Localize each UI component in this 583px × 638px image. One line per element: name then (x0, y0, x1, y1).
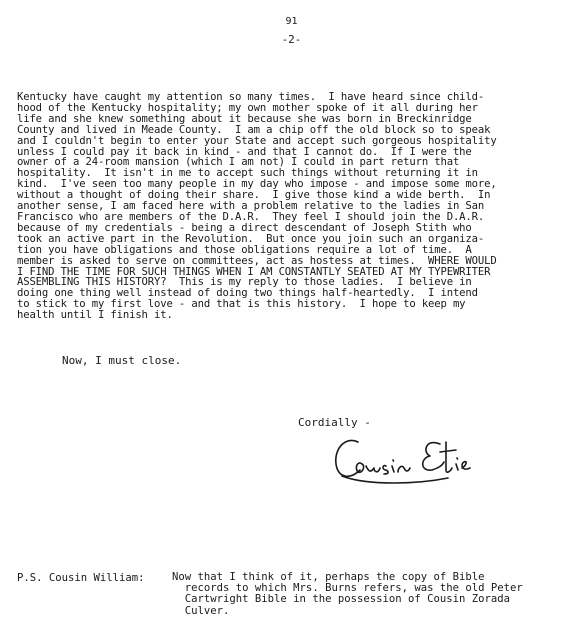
closing-line: Now, I must close. (62, 354, 182, 367)
body-line: hospitality. It isn't in me to accept such things without returning it in (17, 167, 478, 180)
body-line: I FIND THE TIME FOR SUCH THINGS WHEN I AM CONSTANTLY SEATED AT MY TYPEWRITER (17, 265, 491, 278)
body-line: to stick to my first love - and that is this history. I hope to keep my (17, 298, 466, 311)
body-line: without a thought of doing their share. I give those kind a wide berth. In (17, 189, 491, 202)
body-line: hood of the Kentucky hospitality; my own mother spoke of it all during her (17, 101, 478, 114)
body-line: doing one thing well instead of doing two things half-heartedly. I intend (17, 287, 478, 300)
ps-line: Cartwright Bible in the possession of Cousin Zorada (172, 593, 511, 606)
handwritten-signature (328, 430, 478, 488)
postscript-label: P.S. Cousin William: (17, 572, 145, 584)
body-line: health until I finish it. (17, 309, 173, 322)
body-line: another sense, I am faced here with a problem relative to the ladies in San (17, 200, 485, 213)
body-line: member is asked to serve on committees, act as hostess at times. WHERE WOULD (17, 254, 497, 267)
ps-line: Now that I think of it, perhaps the copy of Bible (172, 571, 485, 583)
body-line: County and lived in Meade County. I am a chip off the old block so to speak (17, 123, 491, 136)
page-number: 91 (285, 16, 298, 27)
body-line: and I couldn't begin to enter your State and accept such gorgeous hospitality (17, 134, 497, 147)
valediction: Cordially - (298, 416, 371, 429)
ps-line: Culver. (172, 604, 230, 617)
letter-body (17, 92, 579, 321)
body-line: unless I could pay it back in kind - and that I cannot do. If I were the (17, 145, 472, 158)
body-line: Francisco who are members of the D.A.R. They feel I should join the D.A.R. (17, 210, 485, 223)
body-line: took an active part in the Revolution. But once you join such an organiza- (17, 232, 485, 245)
body-line: tion you have obligations and those obligations require a lot of time. A (17, 243, 472, 256)
body-line: ASSEMBLING THIS HISTORY? This is my reply to those ladies. I believe in (17, 276, 472, 289)
ps-line: records to which Mrs. Burns refers, was the old Peter (172, 582, 523, 595)
postscript-text (172, 572, 572, 617)
body-line: because of my credentials - being a direct descendant of Joseph Stith who (17, 221, 472, 234)
body-line: kind. I've seen too many people in my day who impose - and impose some more, (17, 178, 497, 191)
body-line: life and she knew something about it because she was born in Breckinridge (17, 112, 472, 125)
sheet-label: -2- (281, 33, 302, 46)
body-line: Kentucky have caught my attention so many times. I have heard since child- (17, 91, 485, 103)
body-line: owner of a 24-room mansion (which I am not) I could in part return that (17, 156, 460, 169)
